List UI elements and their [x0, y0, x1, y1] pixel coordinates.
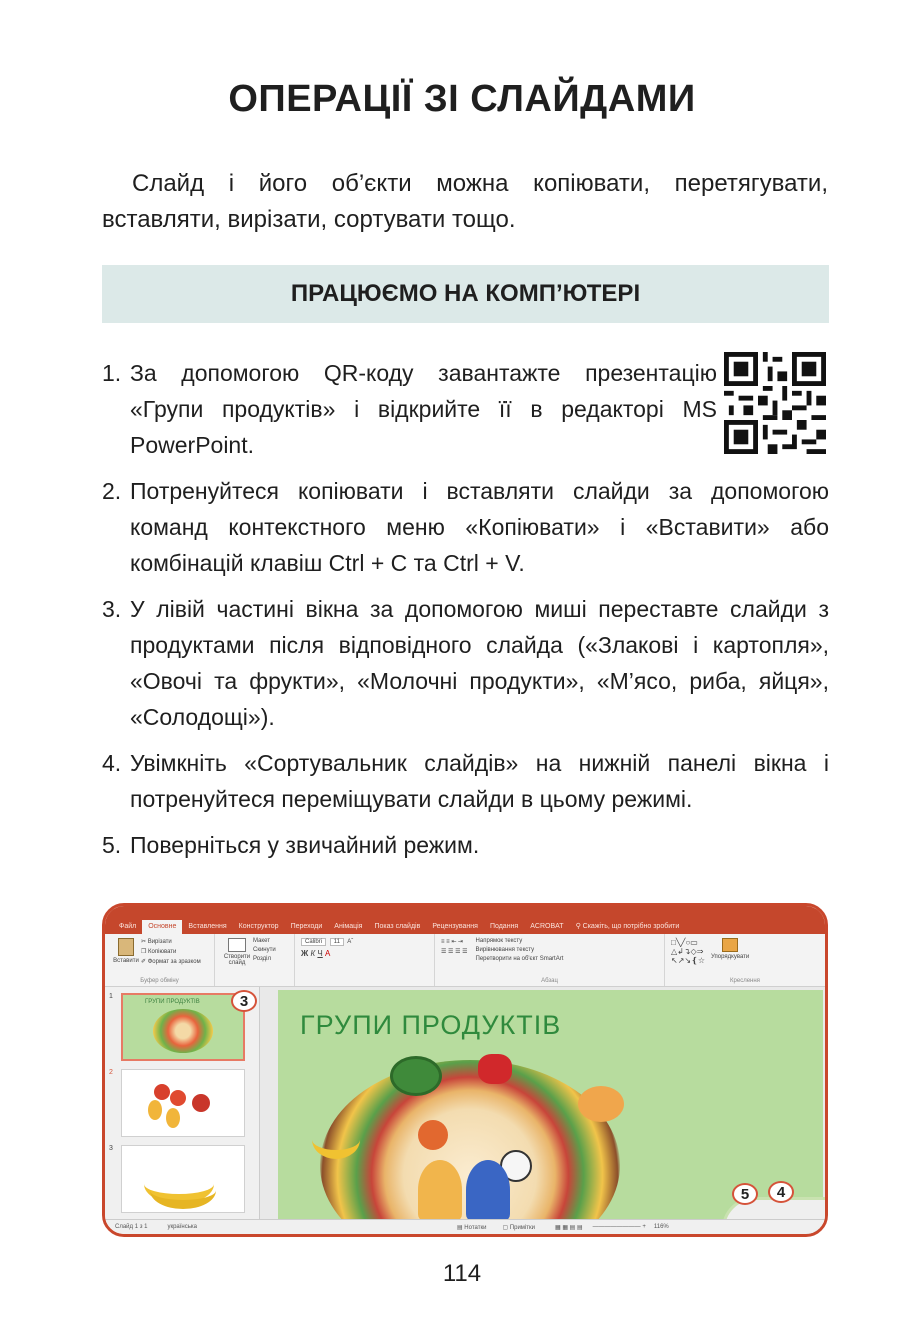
paste-button[interactable]: Вставити [111, 938, 141, 968]
font-color-icon[interactable]: A [325, 949, 331, 958]
shapes-gallery[interactable]: □╲╱○▭ △↲↴◇⇒ ↖↗↘❴☆ [671, 938, 705, 965]
status-bar [105, 1219, 825, 1234]
tab-insert[interactable]: Вставлення [188, 923, 227, 930]
drawing-group [665, 934, 825, 986]
watermelon-image [390, 1056, 442, 1096]
font-size-select[interactable]: 11 [330, 938, 344, 946]
intro-paragraph [102, 166, 828, 238]
slide-title: ГРУПИ ПРОДУКТІВ [300, 1010, 562, 1040]
zoom-slider[interactable]: ———————— + [592, 1224, 646, 1230]
italic-icon[interactable]: К [310, 949, 316, 958]
tab-view[interactable]: Подання [489, 923, 519, 930]
copy-button[interactable]: ❐ Копіювати [141, 949, 177, 955]
section-button[interactable]: Розділ [253, 956, 271, 962]
arrange-icon [722, 938, 738, 952]
list-item: 2. Потренуйтеся копіювати і вставляти слайди за допомогою команд контекстного меню «Копіювати» і «Вставити» або комбінацій клавіш Ctrl + C та Ctrl + V. [102, 478, 829, 576]
thumb-number: 3 [109, 1145, 113, 1152]
zoom-level[interactable]: 116% [653, 1224, 669, 1230]
tab-file[interactable]: Файл [119, 923, 137, 930]
tab-review[interactable]: Рецензування [432, 923, 478, 930]
underline-icon[interactable]: Ч [317, 949, 323, 958]
slide-thumbnail-1[interactable] [121, 993, 245, 1061]
page-number: 114 [442, 1260, 482, 1287]
thumb-number: 1 [109, 993, 113, 1000]
language-indicator[interactable]: українська [167, 1224, 197, 1230]
callout-5: 5 [732, 1183, 758, 1205]
notes-button[interactable]: ▤ Нотатки [456, 1224, 487, 1231]
list-item: 5. Поверніться у звичайний режим. [102, 832, 480, 858]
font-name-select[interactable]: Calibri [301, 938, 326, 946]
paragraph-group [435, 934, 665, 986]
tab-home[interactable]: Основне [142, 920, 182, 934]
tell-me-search[interactable]: ⚲ Скажіть, що потрібно зробити [575, 923, 680, 930]
powerpoint-screenshot [102, 903, 828, 1237]
pear-image [166, 1108, 180, 1128]
align-icons[interactable]: ☰ ☰ ☰ ☰ [441, 949, 468, 955]
align-text-button[interactable]: Вирівнювання тексту [475, 947, 535, 953]
bold-icon[interactable]: Ж [301, 949, 309, 958]
food-circle-image [153, 1009, 213, 1053]
tab-animation[interactable]: Анімація [334, 923, 363, 930]
basketball-image [418, 1120, 448, 1150]
bananas-image [312, 1120, 360, 1159]
apples-image [170, 1090, 186, 1106]
tab-slideshow[interactable]: Показ слайдів [374, 923, 421, 930]
new-slide-icon [228, 938, 246, 952]
pepper-image [478, 1054, 512, 1084]
slide-thumbnail-3[interactable] [121, 1145, 245, 1213]
slide-count: Слайд 1 з 1 [115, 1224, 148, 1230]
page-title: ОПЕРАЦІЇ ЗІ СЛАЙДАМИ [228, 78, 696, 120]
new-slide-button[interactable]: Створити слайд [221, 938, 253, 966]
clipboard-group [105, 934, 215, 986]
tab-design[interactable]: Конструктор [238, 923, 279, 930]
font-group [295, 934, 435, 986]
apples-image [154, 1084, 170, 1100]
callout-4: 4 [768, 1181, 794, 1203]
section-heading: ПРАЦЮЄМО НА КОМП’ЮТЕРІ [290, 280, 641, 307]
children-image [466, 1160, 510, 1220]
slide-thumbnails-pane [105, 987, 260, 1223]
list-item: 4. Увімкніть «Сортувальник слайдів» на нижній панелі вікна і потренуйтеся переміщувати слайди в цьому режимі. [102, 750, 829, 812]
tab-acrobat[interactable]: ACROBAT [530, 923, 564, 930]
clipboard-icon [118, 938, 134, 956]
list-item: 3. У лівій частині вікна за допомогою миші переставте слайди з продуктами після відповідного слайда («Злакові і картопля», «Овочі та фрукти», «Молочні продукти», «М’ясо, риба, яйця», «Солодощі»). [102, 596, 829, 730]
slides-group [215, 934, 295, 986]
callout-3: 3 [231, 990, 257, 1012]
text-direction-button[interactable]: Напрямок тексту [475, 938, 523, 944]
children-image [418, 1160, 462, 1220]
section-banner [102, 265, 829, 323]
thumb-number: 2 [109, 1069, 113, 1076]
tab-transitions[interactable]: Переходи [290, 923, 323, 930]
steps-list [102, 355, 829, 873]
ribbon-tabs [105, 906, 825, 934]
arrange-button[interactable]: Упорядкувати [711, 938, 749, 965]
bullets-icon[interactable]: ≡ ≡ ⇤ ⇥ [441, 939, 464, 945]
lightbulb-icon: ⚲ [575, 923, 581, 930]
slide-thumbnail-2[interactable] [121, 1069, 245, 1137]
cut-button[interactable]: ✂ Вирізати [141, 939, 172, 945]
layout-button[interactable]: Макет [253, 938, 270, 944]
grow-font-icon[interactable]: Aˆ [347, 939, 354, 945]
list-item: 1. За допомогою QR-коду завантажте презентацію «Групи продуктів» і відкрийте її в редакторі MS PowerPoint. [102, 360, 717, 458]
group-label: Абзац [541, 978, 558, 984]
format-painter-button[interactable]: ✐ Формат за зразком [141, 959, 201, 965]
melon-image [578, 1086, 624, 1122]
ribbon-body [105, 934, 825, 987]
reset-button[interactable]: Скинути [253, 947, 276, 953]
slide-editing-area [260, 987, 828, 1223]
smartart-button[interactable]: Перетворити на об'єкт SmartArt [475, 956, 564, 962]
pear-image [148, 1100, 162, 1120]
group-label: Креслення [730, 978, 760, 984]
intro-text: Слайд і його об’єкти можна копіювати, перетягувати, вставляти, вирізати, сортувати тощо. [102, 170, 828, 233]
group-label: Буфер обміну [140, 978, 179, 984]
thumb-title: ГРУПИ ПРОДУКТІВ [145, 999, 200, 1005]
bananas-image [150, 1172, 216, 1209]
apples-image [192, 1094, 210, 1112]
view-icons[interactable]: ▦ ▦ ▤ ▤ [554, 1224, 583, 1231]
comments-button[interactable]: ▢ Примітки [502, 1224, 535, 1231]
